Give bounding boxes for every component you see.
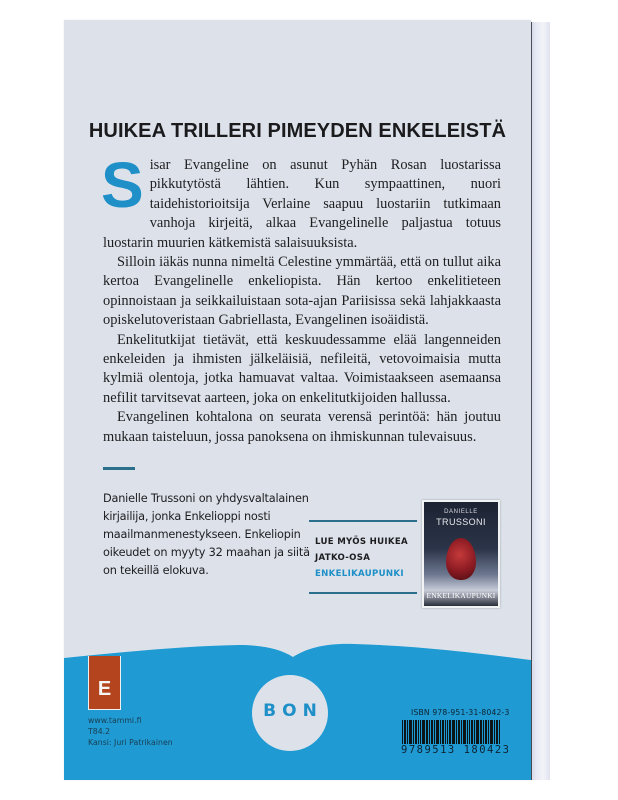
cover-credit: Kansi: Juri Patrikainen: [88, 738, 173, 747]
blurb-paragraph-3: Enkelitutkijat tietävät, että keskuudessamme elää langenneiden enkeleiden ja ihmisten jälkeläisiä, nefileitä, vetovoimaisia mutta kylmiä olentoja, jotka hamuavat valtaa. Voimistaakseen asemaansa nefilit tarvitsevat aarteen, joka on enkelitutkijoiden hallussa.: [103, 331, 501, 406]
promo-rule-bottom: [309, 592, 417, 594]
imprint-info: [88, 715, 173, 748]
blurb-paragraph-4: Evangelinen kohtalona on seurata verensä perintöä: hän joutuu mukaan taisteluun, jossa panoksena on ihmiskunnan tulevaisuus.: [103, 409, 501, 445]
sequel-cover-thumbnail: [422, 500, 500, 608]
jeweled-egg-icon: [446, 538, 476, 580]
series-badge: BON: [252, 675, 328, 751]
blurb-paragraph-2: Silloin iäkäs nunna nimeltä Celestine ymmärtää, että on tullut aika kertoa Evangelinelle enkeliopista. Hän kertoo enkelitieteen opinnoistaan ja seikkailuistaan sota-ajan Pariisissa sekä lahjakkaasta opiskelutoveristaan Gabriellasta, Evangelinen isoäidistä.: [103, 254, 501, 329]
author-bio: Danielle Trussoni on yhdysvaltalainen kirjailija, jonka Enkelioppi nosti maailmanmenestykseen. Enkeliopin oikeudet on myyty 32 maahan ja siitä on tekeillä elokuva.: [103, 492, 310, 577]
promo-line-1: LUE MYÖS HUIKEA: [315, 537, 409, 547]
promo-line-2: JATKO-OSA: [315, 553, 371, 563]
blurb-paragraph-1: Sisar Evangeline on asunut Pyhän Rosan luostarissa pikkutytöstä lähtien. Kun sympaattinen, nuori taidehistorioitsija Verlaine saapuu luostariin tutkimaan vanhoja kirjeitä, alkaa Evangelinelle paljastua totuus luostarin muurien kätkemistä salaisuuksista.: [101, 149, 501, 251]
headline: HUIKEA TRILLERI PIMEYDEN ENKELEISTÄ: [88, 120, 507, 142]
divider-rule: [103, 467, 135, 470]
thumb-author-first: DANIELLE: [444, 509, 478, 515]
publisher-logo: E: [88, 656, 121, 710]
promo-sequel-title: ENKELIKAUPUNKI: [315, 569, 404, 579]
blurb: [101, 149, 501, 447]
book-back-cover: [64, 20, 531, 780]
thumb-author-last: TRUSSONI: [436, 517, 486, 527]
sequel-promo: [309, 520, 417, 594]
class-code: T84.2: [88, 727, 111, 736]
publisher-website: www.tammi.fi: [88, 716, 142, 725]
isbn-text: ISBN 978-951-31-8042-3: [411, 708, 510, 717]
thumb-title: ENKELIKAUPUNKI: [426, 591, 496, 600]
barcode-digits: 9789513 180423: [401, 744, 511, 756]
dropcap-letter: S: [101, 149, 144, 221]
